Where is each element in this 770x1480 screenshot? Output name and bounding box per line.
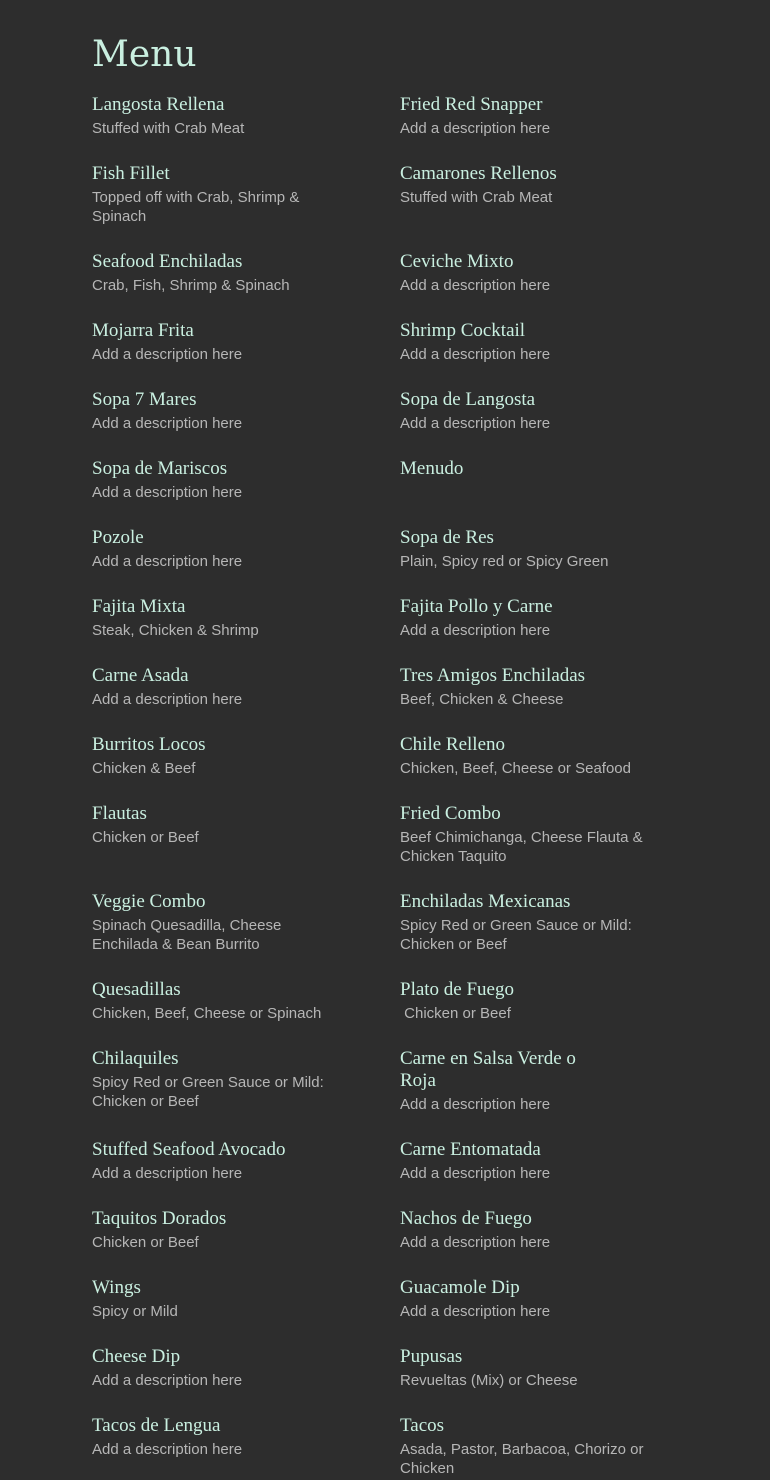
menu-item-name: Sopa 7 Mares — [92, 389, 197, 410]
menu-item — [92, 734, 342, 778]
menu-item-name: Shrimp Cocktail — [400, 320, 526, 341]
menu-item-description: Add a description here — [92, 1441, 243, 1458]
menu-item-name: Guacamole Dip — [400, 1277, 520, 1298]
menu-item-name: Menudo — [400, 458, 464, 479]
menu-item-name: Sopa de Mariscos — [92, 458, 228, 479]
menu-item — [400, 1139, 650, 1183]
menu-item-name: Sopa de Langosta — [400, 389, 536, 410]
menu-item-description: Add a description here — [400, 277, 551, 294]
menu-item — [92, 389, 342, 433]
menu-item-description: Chicken, Beef, Cheese or Seafood — [400, 760, 631, 777]
menu-item-description: Add a description here — [92, 553, 243, 570]
menu-item-name: Tacos de Lengua — [92, 1415, 221, 1436]
menu-item-name: Stuffed Seafood Avocado — [92, 1139, 286, 1160]
menu-item — [400, 389, 650, 433]
menu-item — [400, 891, 650, 954]
menu-item — [92, 803, 342, 847]
menu-item-description: Spinach Quesadilla, Cheese Enchilada & Bean Burrito — [92, 917, 286, 953]
menu-item-name: Fajita Mixta — [92, 596, 186, 617]
menu-item-name: Fried Combo — [400, 803, 501, 824]
menu-item-name: Chile Relleno — [400, 734, 506, 755]
menu-item-name: Mojarra Frita — [92, 320, 194, 341]
menu-item — [400, 1346, 650, 1390]
menu-item-description: Crab, Fish, Shrimp & Spinach — [92, 277, 290, 294]
menu-item — [400, 1415, 650, 1478]
menu-item — [400, 734, 650, 778]
menu-item-name: Flautas — [92, 803, 147, 824]
menu-item-name: Quesadillas — [92, 979, 181, 1000]
menu-item-description: Chicken or Beef — [92, 1234, 199, 1251]
menu-item — [92, 527, 342, 571]
menu-item-description: Plain, Spicy red or Spicy Green — [400, 553, 609, 570]
menu-item-name: Burritos Locos — [92, 734, 206, 755]
menu-item-description: Spicy Red or Green Sauce or Mild: Chicken or Beef — [400, 917, 636, 953]
menu-item-name: Wings — [92, 1277, 141, 1298]
menu-item-description: Chicken or Beef — [92, 829, 199, 846]
menu-item-name: Fried Red Snapper — [400, 94, 543, 115]
menu-item-description: Add a description here — [92, 484, 243, 501]
menu-item-description: Chicken & Beef — [92, 760, 196, 777]
menu-item — [92, 163, 342, 226]
menu-item-name: Sopa de Res — [400, 527, 494, 548]
menu-item-name: Camarones Rellenos — [400, 163, 557, 184]
menu-item-name: Ceviche Mixto — [400, 251, 514, 272]
menu-item-description: Stuffed with Crab Meat — [400, 189, 553, 206]
menu-item-description: Add a description here — [92, 1372, 243, 1389]
menu-item — [92, 665, 342, 709]
menu-item — [92, 1208, 342, 1252]
menu-item-description: Chicken, Beef, Cheese or Spinach — [92, 1005, 322, 1022]
menu-item — [92, 1048, 342, 1111]
menu-item-name: Enchiladas Mexicanas — [400, 891, 571, 912]
menu-item-description: Add a description here — [400, 1165, 551, 1182]
menu-item — [400, 458, 650, 483]
menu-item — [92, 458, 342, 502]
menu-item-name: Fajita Pollo y Carne — [400, 596, 553, 617]
menu-item — [400, 665, 650, 709]
menu-item-description: Add a description here — [400, 1234, 551, 1251]
menu-item-name: Carne en Salsa Verde o Roja — [400, 1048, 581, 1091]
menu-item-description: Topped off with Crab, Shrimp & Spinach — [92, 189, 304, 225]
menu-item-description: Add a description here — [400, 1096, 551, 1113]
menu-item — [92, 979, 342, 1023]
menu-item — [92, 1346, 342, 1390]
menu-item-description: Add a description here — [92, 346, 243, 363]
menu-item-description: Revueltas (Mix) or Cheese — [400, 1372, 578, 1389]
menu-item-description: Add a description here — [92, 415, 243, 432]
menu-item — [400, 94, 650, 138]
menu-item-name: Taquitos Dorados — [92, 1208, 227, 1229]
menu-item-name: Langosta Rellena — [92, 94, 225, 115]
menu-item-name: Nachos de Fuego — [400, 1208, 532, 1229]
menu-item-name: Seafood Enchiladas — [92, 251, 243, 272]
menu-item-description: Add a description here — [92, 1165, 243, 1182]
menu-item-description: Add a description here — [400, 346, 551, 363]
menu-item — [92, 596, 342, 640]
menu-item-description: Add a description here — [400, 622, 551, 639]
menu-item-name: Veggie Combo — [92, 891, 206, 912]
menu-item-name: Chilaquiles — [92, 1048, 179, 1069]
menu-item-description: Spicy Red or Green Sauce or Mild: Chicken or Beef — [92, 1074, 328, 1110]
menu-item — [92, 320, 342, 364]
menu-item-description: Spicy or Mild — [92, 1303, 178, 1320]
menu-item — [400, 1208, 650, 1252]
menu-item — [400, 320, 650, 364]
menu-item-name: Cheese Dip — [92, 1346, 181, 1367]
menu-item-name: Tres Amigos Enchiladas — [400, 665, 586, 686]
menu-item — [400, 596, 650, 640]
menu-item-description: Add a description here — [400, 120, 551, 137]
menu-item-name: Carne Asada — [92, 665, 189, 686]
menu-item — [400, 1048, 610, 1114]
menu-item — [92, 891, 342, 954]
menu-item-name: Pozole — [92, 527, 144, 548]
menu-item-name: Plato de Fuego — [400, 979, 514, 1000]
menu-item-name: Tacos — [400, 1415, 445, 1436]
page-title: Menu — [92, 34, 197, 75]
menu-item-description: Stuffed with Crab Meat — [92, 120, 245, 137]
menu-item-description: Asada, Pastor, Barbacoa, Chorizo or Chicken — [400, 1441, 648, 1477]
menu-item — [92, 94, 342, 138]
menu-item-name: Fish Fillet — [92, 163, 170, 184]
menu-item-description: Add a description here — [400, 415, 551, 432]
menu-item-description: Add a description here — [92, 691, 243, 708]
menu-item-name: Pupusas — [400, 1346, 463, 1367]
menu-item — [92, 251, 342, 295]
menu-item-name: Carne Entomatada — [400, 1139, 541, 1160]
menu-item — [92, 1277, 342, 1321]
menu-item — [400, 527, 650, 571]
menu-item — [400, 251, 650, 295]
menu-item-description: Chicken or Beef — [400, 1005, 511, 1022]
menu-item — [400, 1277, 650, 1321]
menu-item-description: Beef, Chicken & Cheese — [400, 691, 564, 708]
menu-item-description: Beef Chimichanga, Cheese Flauta & Chicken Taquito — [400, 829, 647, 865]
menu-item — [400, 803, 650, 866]
menu-item-description: Add a description here — [400, 1303, 551, 1320]
menu-item-description: Steak, Chicken & Shrimp — [92, 622, 259, 639]
menu-item — [92, 1139, 342, 1183]
menu-item — [400, 163, 650, 207]
menu-item — [400, 979, 650, 1023]
menu-item — [92, 1415, 342, 1459]
